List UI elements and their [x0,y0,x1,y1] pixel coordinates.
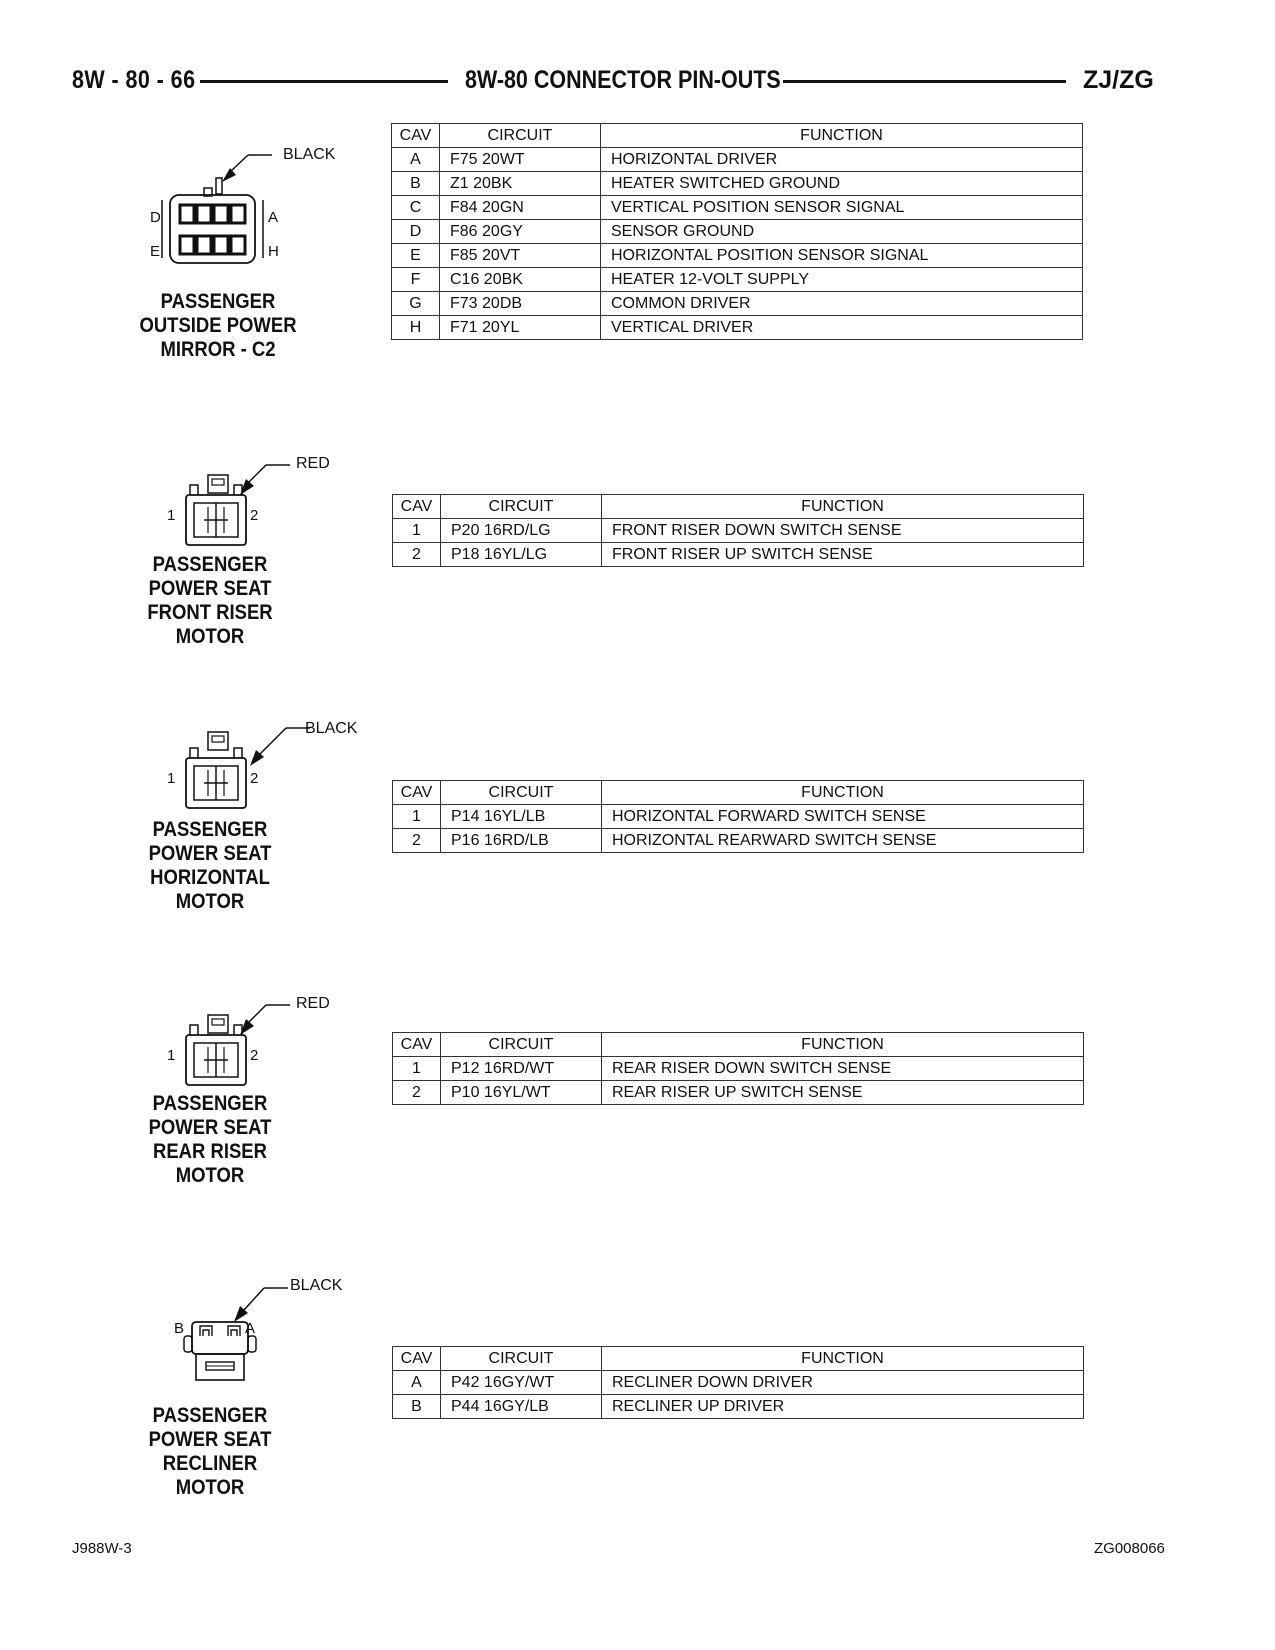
function-cell: FRONT RISER UP SWITCH SENSE [602,543,1084,567]
cav-cell: B [392,172,440,196]
column-header-circuit: CIRCUIT [441,1033,602,1057]
column-header-function: FUNCTION [602,1347,1084,1371]
table-header-row [393,1033,1084,1057]
column-header-cav: CAV [392,124,440,148]
table-header-row [393,1347,1084,1371]
connector-name [122,818,298,914]
circuit-cell: C16 20BK [440,268,601,292]
connector-2pin-icon [160,995,310,1095]
table-row [392,268,1083,292]
circuit-cell: P44 16GY/LB [441,1395,602,1419]
function-cell: HORIZONTAL FORWARD SWITCH SENSE [602,805,1084,829]
pinout-table [392,1346,1084,1419]
cav-cell: C [392,196,440,220]
function-cell: HORIZONTAL REARWARD SWITCH SENSE [602,829,1084,853]
column-header-function: FUNCTION [602,1033,1084,1057]
circuit-cell: F84 20GN [440,196,601,220]
connector-color-label: BLACK [290,1277,343,1294]
connector-color-label: RED [296,995,330,1012]
circuit-cell: P16 16RD/LB [441,829,602,853]
pinout-table [392,780,1084,853]
footer-figure-id: ZG008066 [1094,1540,1165,1557]
pin-label-h: H [268,243,279,260]
column-header-cav: CAV [393,495,441,519]
table-row [393,543,1084,567]
table-row [392,292,1083,316]
table-row [393,1081,1084,1105]
connector-name-line: REAR RISER [153,1140,267,1163]
connector-color-label: BLACK [283,146,336,163]
pinout-table [391,123,1083,340]
table-header-row [393,781,1084,805]
column-header-cav: CAV [393,1347,441,1371]
table-row [392,244,1083,268]
pin-label-2: 2 [250,507,259,524]
cav-cell: B [393,1395,441,1419]
cav-cell: D [392,220,440,244]
table-header-row [392,124,1083,148]
circuit-cell: Z1 20BK [440,172,601,196]
table-row [392,316,1083,340]
function-cell: HEATER 12-VOLT SUPPLY [601,268,1083,292]
connector-name [122,553,298,649]
cav-cell: 1 [393,805,441,829]
pin-label-a: A [268,209,279,226]
header-rule-right [783,80,1066,83]
cav-cell: 2 [393,829,441,853]
page-number: 8W - 80 - 66 [72,66,196,94]
connector-name-line: MIRROR - C2 [160,338,276,361]
connector-name-line: PASSENGER [160,290,276,313]
connector-name [122,1404,298,1500]
cav-cell: A [392,148,440,172]
function-cell: HORIZONTAL POSITION SENSOR SIGNAL [601,244,1083,268]
table-row [393,1057,1084,1081]
cav-cell: 1 [393,519,441,543]
cav-cell: F [392,268,440,292]
table-row [393,805,1084,829]
connector-name-line: POWER SEAT [148,842,272,865]
connector-color-label: RED [296,455,330,472]
table-row [393,1395,1084,1419]
column-header-circuit: CIRCUIT [440,124,601,148]
pin-label-d: D [150,209,161,226]
circuit-cell: P12 16RD/WT [441,1057,602,1081]
function-cell: HEATER SWITCHED GROUND [601,172,1083,196]
circuit-cell: P14 16YL/LB [441,805,602,829]
table-row [393,519,1084,543]
footer-doc-id: J988W-3 [72,1540,132,1557]
connector-name-line: MOTOR [175,625,245,648]
circuit-cell: F85 20VT [440,244,601,268]
connector-name-line: POWER SEAT [148,577,272,600]
column-header-function: FUNCTION [601,124,1083,148]
cav-cell: H [392,316,440,340]
pin-label-e: E [150,243,161,260]
connector-2pin-icon [160,718,320,818]
cav-cell: A [393,1371,441,1395]
table-row [392,172,1083,196]
column-header-function: FUNCTION [602,781,1084,805]
circuit-cell: P10 16YL/WT [441,1081,602,1105]
connector-name-line: MOTOR [175,890,245,913]
page-title: 8W-80 CONNECTOR PIN-OUTS [465,66,781,94]
page-header [0,62,1275,102]
connector-name-line: PASSENGER [152,1092,268,1115]
connector-name-line: PASSENGER [152,818,268,841]
pin-label-b: B [174,1320,185,1337]
connector-2pin-icon [160,455,310,555]
connector-name-line: POWER SEAT [148,1428,272,1451]
pinout-table [392,1032,1084,1105]
pin-label-2: 2 [250,1047,259,1064]
column-header-cav: CAV [393,1033,441,1057]
cav-cell: 2 [393,1081,441,1105]
connector-name-line: OUTSIDE POWER [139,314,297,337]
function-cell: FRONT RISER DOWN SWITCH SENSE [602,519,1084,543]
circuit-cell: P18 16YL/LG [441,543,602,567]
column-header-circuit: CIRCUIT [441,1347,602,1371]
circuit-cell: F86 20GY [440,220,601,244]
function-cell: COMMON DRIVER [601,292,1083,316]
cav-cell: G [392,292,440,316]
table-row [393,1371,1084,1395]
connector-name-line: PASSENGER [152,553,268,576]
connector-color-label: BLACK [305,720,358,737]
circuit-cell: F75 20WT [440,148,601,172]
pin-label-1: 1 [167,1047,176,1064]
connector-name-line: RECLINER [162,1452,258,1475]
connector-name-line: POWER SEAT [148,1116,272,1139]
connector-name [130,290,306,362]
table-row [393,829,1084,853]
column-header-circuit: CIRCUIT [441,495,602,519]
function-cell: SENSOR GROUND [601,220,1083,244]
function-cell: REAR RISER DOWN SWITCH SENSE [602,1057,1084,1081]
pin-label-2: 2 [250,770,259,787]
table-row [392,196,1083,220]
connector-name-line: MOTOR [175,1476,245,1499]
column-header-circuit: CIRCUIT [441,781,602,805]
table-row [392,148,1083,172]
function-cell: RECLINER DOWN DRIVER [602,1371,1084,1395]
connector-name-line: PASSENGER [152,1404,268,1427]
pin-label-1: 1 [167,507,176,524]
connector-name-line: MOTOR [175,1164,245,1187]
column-header-cav: CAV [393,781,441,805]
connector-name-line: HORIZONTAL [150,866,270,889]
connector-name-line: FRONT RISER [147,601,273,624]
model-code: ZJ/ZG [1083,66,1154,94]
pin-label-1: 1 [167,770,176,787]
function-cell: REAR RISER UP SWITCH SENSE [602,1081,1084,1105]
cav-cell: 2 [393,543,441,567]
cav-cell: E [392,244,440,268]
circuit-cell: P42 16GY/WT [441,1371,602,1395]
header-rule-left [200,80,448,83]
cav-cell: 1 [393,1057,441,1081]
table-header-row [393,495,1084,519]
circuit-cell: P20 16RD/LG [441,519,602,543]
function-cell: HORIZONTAL DRIVER [601,148,1083,172]
table-row [392,220,1083,244]
column-header-function: FUNCTION [602,495,1084,519]
circuit-cell: F71 20YL [440,316,601,340]
circuit-cell: F73 20DB [440,292,601,316]
pin-label-a: A [245,1320,256,1337]
function-cell: RECLINER UP DRIVER [602,1395,1084,1419]
function-cell: VERTICAL POSITION SENSOR SIGNAL [601,196,1083,220]
connector-name [122,1092,298,1188]
function-cell: VERTICAL DRIVER [601,316,1083,340]
pinout-table [392,494,1084,567]
